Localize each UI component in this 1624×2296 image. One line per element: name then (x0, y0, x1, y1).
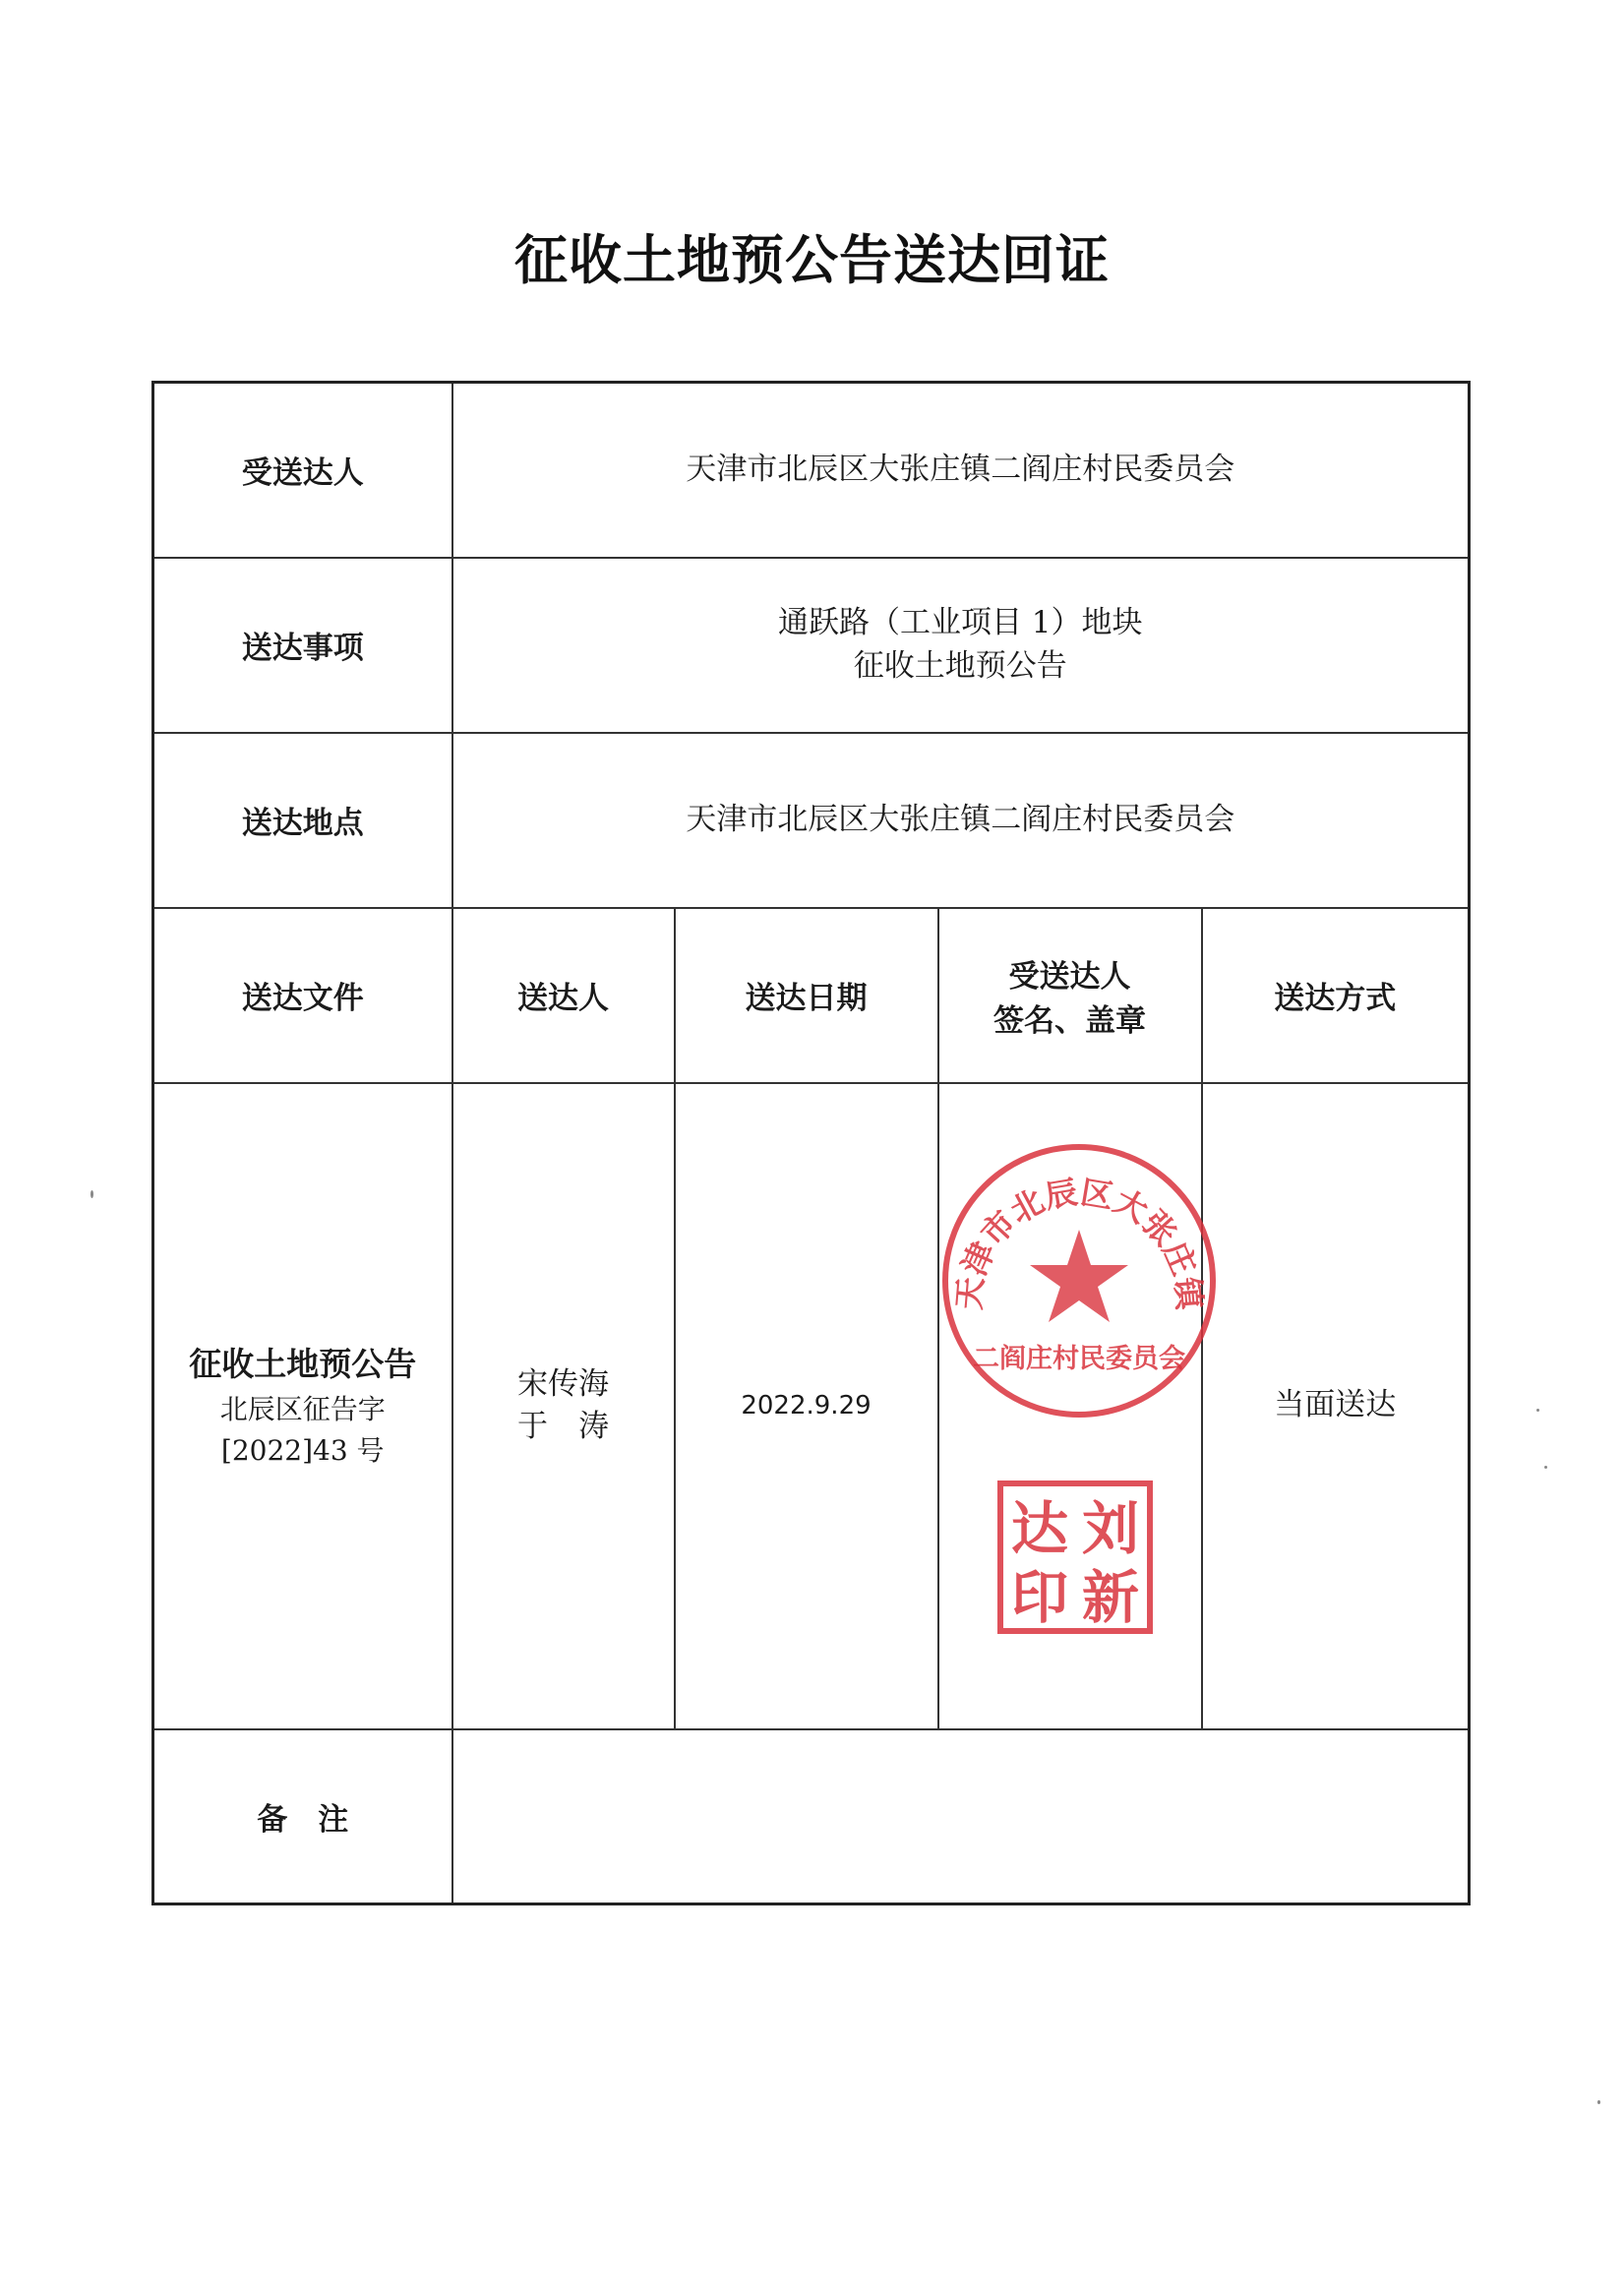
scan-speck (90, 1190, 93, 1198)
recipient-value: 天津市北辰区大张庄镇二阎庄村民委员会 (452, 383, 1470, 558)
column-method: 送达方式 (1202, 908, 1470, 1083)
column-deliverer: 送达人 (452, 908, 675, 1083)
place-label: 送达地点 (153, 733, 452, 908)
remarks-value (452, 1729, 1470, 1904)
column-date: 送达日期 (675, 908, 938, 1083)
entry-method: 当面送达 (1202, 1083, 1470, 1729)
document-number-line-2: [2022]43 号 (220, 1433, 385, 1467)
document-name: 征收土地预公告 (189, 1345, 417, 1384)
row-remarks (153, 1729, 1470, 1904)
square-seal-char-4: 印 (1010, 1563, 1068, 1631)
matter-line-2: 征收土地预公告 (853, 647, 1067, 684)
matter-line-1: 通跃路（工业项目 1）地块 (777, 605, 1143, 641)
square-seal-char-2: 新 (1081, 1563, 1139, 1631)
square-seal-char-3: 达 (1010, 1494, 1068, 1562)
scan-speck (1597, 2100, 1600, 2104)
matter-label: 送达事项 (153, 558, 452, 733)
entry-document (153, 1083, 452, 1729)
entry-signature-seal (938, 1083, 1209, 1729)
seal-bottom-text: 二阎庄村民委员会 (972, 1343, 1185, 1374)
row-column-headers (153, 908, 1470, 1083)
place-value: 天津市北辰区大张庄镇二阎庄村民委员会 (452, 733, 1470, 908)
row-recipient (153, 383, 1470, 558)
seal-top-text: 天津市北辰区大张庄镇 (948, 1172, 1209, 1311)
column-signature-line-1: 受送达人 (1008, 958, 1131, 995)
matter-value (452, 558, 1470, 733)
remarks-label: 备 注 (153, 1729, 452, 1904)
document-number-line-1: 北辰区征告字 (219, 1392, 386, 1425)
recipient-label: 受送达人 (153, 383, 452, 558)
square-seal-char-1: 刘 (1081, 1494, 1139, 1562)
deliverer-name-1: 宋传海 (517, 1365, 609, 1402)
row-place (153, 733, 1470, 908)
deliverer-name-2: 于 涛 (517, 1409, 609, 1444)
entry-deliverer (452, 1083, 675, 1729)
row-entry (153, 1083, 1470, 1729)
column-signature-line-2: 签名、盖章 (993, 1002, 1146, 1039)
scan-speck (1544, 1466, 1547, 1469)
column-signature (938, 908, 1202, 1083)
square-name-seal (996, 1480, 1154, 1635)
row-matter (153, 558, 1470, 733)
scan-speck (1536, 1409, 1539, 1412)
delivery-receipt-table (151, 381, 1471, 1905)
page-title: 征收土地预公告送达回证 (514, 229, 1110, 291)
round-official-seal (932, 1133, 1227, 1428)
column-document: 送达文件 (153, 908, 452, 1083)
seal-star-icon (1030, 1230, 1128, 1322)
entry-date: 2022.9.29 (675, 1083, 938, 1729)
